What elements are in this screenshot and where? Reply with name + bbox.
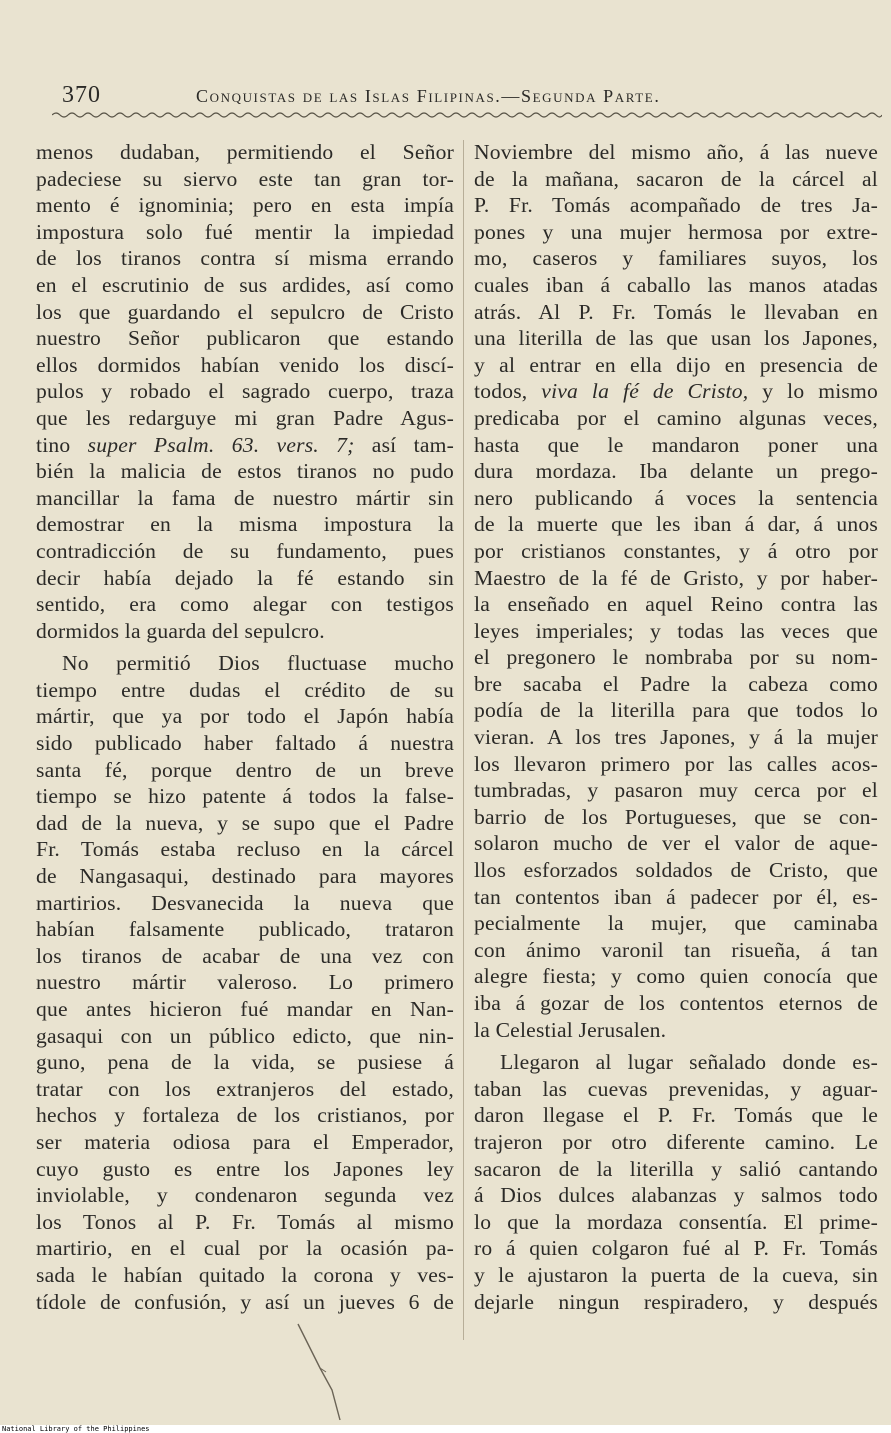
paper-crease-mark <box>280 1320 370 1425</box>
text-line: hechos y fortaleza de los cristianos, por <box>36 1103 454 1128</box>
text-line: iba á gozar de los contentos eternos de <box>474 991 878 1015</box>
text-line: los Tonos al P. Fr. Tomás al mismo <box>36 1209 454 1234</box>
text-line: sentido, era como alegar con testigos <box>36 592 454 617</box>
text-line: los que guardando el sepulcro de Cristo <box>36 299 454 324</box>
text-line: dejarle ningun respiradero, y después <box>474 1289 878 1314</box>
text-line: bre sacaba el Padre la cabeza como <box>474 671 878 696</box>
text-line: el pregonero le nombraba por su nom- <box>474 645 878 670</box>
text-line: ro á quien colgaron fué al P. Fr. Tomás <box>474 1236 878 1261</box>
text-line: padeciese su siervo este tan gran tor- <box>36 166 454 191</box>
text-line: sada le habían quitado la corona y ves- <box>36 1262 454 1287</box>
text-line: predicaba por el camino algunas veces, <box>474 405 878 430</box>
text-line: leyes imperiales; y todas las veces que <box>474 618 878 643</box>
text-line: demostrar en la misma impostura la <box>36 512 454 537</box>
italic-exclamation: viva la fé de Cristo, <box>541 379 749 404</box>
text-line: con ánimo varonil tan risueña, á tan <box>474 937 878 962</box>
text-line: de Nangasaqui, destinado para mayores <box>36 864 454 889</box>
column-divider <box>463 140 464 1340</box>
text-line: atrás. Al P. Fr. Tomás le llevaban en <box>474 299 878 324</box>
left-column <box>36 139 454 1315</box>
running-head: Conquistas de las Islas Filipinas.—Segunda Parte. <box>196 86 661 106</box>
text-line: dad de la nueva, y se supo que el Padre <box>36 810 454 835</box>
text-line: vieran. A los tres Japones, y á la mujer <box>474 725 878 750</box>
text-line: nuestro mártir valeroso. Lo primero <box>36 970 454 995</box>
text-line: ellos dormidos habían venido los discí- <box>36 352 454 377</box>
text-line: pulos y robado el sagrado cuerpo, traza <box>36 379 454 404</box>
text-line: hasta que le mandaron poner una <box>474 432 878 457</box>
text-line: mento é ignominia; pero en esta impía <box>36 193 454 218</box>
text-line: dura mordaza. Iba delante un prego- <box>474 459 878 484</box>
text-line: llos esforzados soldados de Cristo, que <box>474 858 878 883</box>
paragraph-first-line: Llegaron al lugar señalado donde es- <box>500 1050 878 1075</box>
text-line: gasaqui con un público edicto, que nin- <box>36 1023 454 1048</box>
text-line: inviolable, y condenaron segunda vez <box>36 1183 454 1208</box>
line-segment: así tam- <box>354 432 454 457</box>
text-line: santa fé, porque dentro de un breve <box>36 757 454 782</box>
text-line: bién la malicia de estos tiranos no pudo <box>36 459 454 484</box>
psalm-citation: super Psalm. 63. vers. 7; <box>87 432 355 457</box>
text-line: de los tiranos contra sí misma errando <box>36 246 454 271</box>
text-line: que antes hicieron fué mandar en Nan- <box>36 997 454 1021</box>
text-line: nuestro Señor publicaron que estando <box>36 326 454 351</box>
text-line: tídole de confusión, y así un jueves 6 de <box>36 1289 454 1314</box>
text-line: y le ajustaron la puerta de la cueva, sin <box>474 1262 878 1287</box>
text-line: solaron mucho de ver el valor de aque- <box>474 831 878 856</box>
text-line-with-quote <box>474 378 878 405</box>
text-line: decir había dejado la fé estando sin <box>36 565 454 590</box>
text-line: cuyo gusto es entre los Japones ley <box>36 1156 454 1181</box>
line-segment: tino <box>36 432 88 457</box>
text-line: Fr. Tomás estaba recluso en la cárcel <box>36 837 454 862</box>
library-credit: National Library of the Philippines <box>2 1425 150 1433</box>
header-wavy-rule <box>52 110 882 120</box>
text-line: los tiranos de acabar de una vez con <box>36 943 454 968</box>
text-line: menos dudaban, permitiendo el Señor <box>36 140 454 164</box>
text-line: Maestro de la fé de Gristo, y por haber- <box>474 565 878 590</box>
text-line: la Celestial Jerusalen. <box>474 1017 667 1042</box>
text-line: una literilla de las que usan los Japones, <box>474 326 878 351</box>
text-line: daron llegase el P. Fr. Tomás que le <box>474 1103 878 1128</box>
text-line: de la mañana, sacaron de la cárcel al <box>474 166 878 191</box>
right-column <box>474 139 878 1315</box>
text-line: dormidos la guarda del sepulcro. <box>36 618 325 643</box>
text-line: martirio, en el cual por la ocasión pa- <box>36 1236 454 1261</box>
text-line-with-citation <box>36 432 454 459</box>
text-line: que les redarguye mi gran Padre Agus- <box>36 405 454 430</box>
line-segment: todos, <box>474 379 542 404</box>
text-line: y al entrar en ella dijo en presencia de <box>474 352 878 377</box>
text-line: la enseñado en aquel Reino contra las <box>474 592 878 617</box>
text-line: habían falsamente publicado, trataron <box>36 917 454 942</box>
text-line: sido publicado haber faltado á nuestra <box>36 731 454 756</box>
text-line: tan contentos iban á padecer por él, es- <box>474 884 878 909</box>
text-line: pecialmente la mujer, que caminaba <box>474 911 878 936</box>
page-number: 370 <box>62 82 101 108</box>
text-line: ser materia odiosa para el Emperador, <box>36 1129 454 1154</box>
text-line: podía de la literilla para que todos lo <box>474 698 878 723</box>
text-line: tiempo se hizo patente á todos la false- <box>36 784 454 809</box>
text-line: en el escrutinio de sus ardides, así como <box>36 272 454 297</box>
text-line: mancillar la fama de nuestro mártir sin <box>36 485 454 510</box>
text-line: taban las cuevas prevenidas, y aguar- <box>474 1076 878 1101</box>
text-line: de la muerte que les iban á dar, á unos <box>474 512 878 537</box>
text-line: guno, pena de la vida, se pusiese á <box>36 1050 454 1075</box>
text-line: tumbradas, y pasaron muy cerca por el <box>474 778 878 803</box>
text-line: pones y una mujer hermosa por extre- <box>474 219 878 244</box>
text-line: P. Fr. Tomás acompañado de tres Ja- <box>474 193 878 218</box>
text-line: lo que la mordaza consentía. El prime- <box>474 1209 878 1234</box>
text-line: impostura solo fué mentir la impiedad <box>36 219 454 244</box>
text-line: contradicción de su fundamento, pues <box>36 538 454 563</box>
text-line: tiempo entre dudas el crédito de su <box>36 677 454 702</box>
text-line: cuales iban á caballo las manos atadas <box>474 272 878 297</box>
line-segment: y lo mismo <box>748 379 878 404</box>
text-line: nero publicando á voces la sentencia <box>474 485 878 510</box>
text-line: por cristianos constantes, y á otro por <box>474 538 878 563</box>
text-line: alegre fiesta; y como quien conocía que <box>474 964 878 989</box>
text-line: martirios. Desvanecida la nueva que <box>36 890 454 915</box>
text-line: los llevaron primero por las calles acos- <box>474 751 878 776</box>
text-line: á Dios dulces alabanzas y salmos todo <box>474 1183 878 1208</box>
text-line: trajeron por otro diferente camino. Le <box>474 1129 878 1154</box>
footer-strip <box>0 1425 891 1433</box>
paragraph-first-line: No permitió Dios fluctuase mucho <box>62 651 454 676</box>
text-line: Noviembre del mismo año, á las nueve <box>474 140 878 164</box>
text-line: mártir, que ya por todo el Japón había <box>36 704 454 729</box>
text-line: mo, caseros y familiares suyos, los <box>474 246 878 271</box>
text-line: barrio de los Portugueses, que se con- <box>474 804 878 829</box>
text-line: sacaron de la literilla y salió cantando <box>474 1156 878 1181</box>
text-line: tratar con los extranjeros del estado, <box>36 1076 454 1101</box>
